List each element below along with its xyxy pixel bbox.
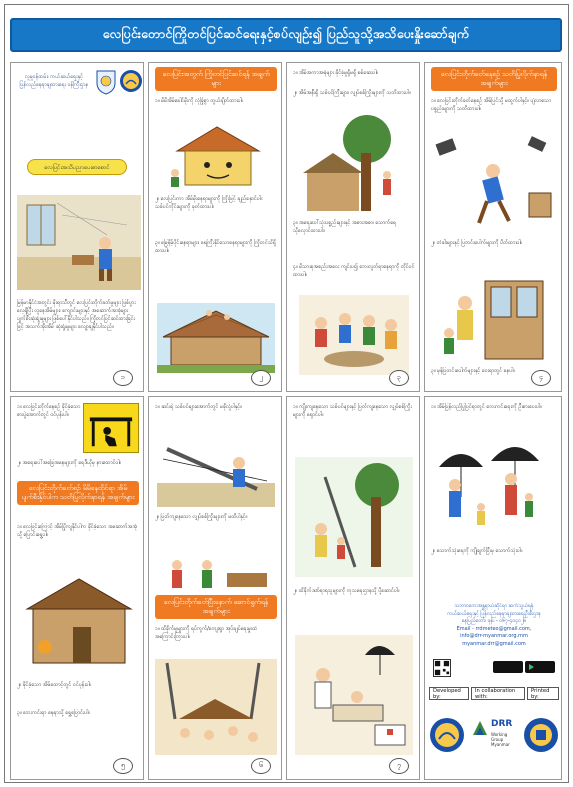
panel-8-item-2: ၂။ သောက်သုံးရေကို ကျိုချက်ပြီးမှ သောက်သုံးပါ။ [431, 548, 523, 554]
panel-2-header: လေပြင်းအတွက် ကြိုတင်ပြင်ဆင်ရန် အချက်များ [155, 67, 277, 91]
intro-tag: လေပြင်းအသိပညာပေးစာစောင် [27, 159, 127, 175]
flying-debris-illustration [431, 133, 557, 233]
panel-7-item-2: ၂။ ထိခိုက်ဒဏ်ရာရသူများကို ကုသရေးဌာနသို့ ပို့ဆောင်ပါ။ [293, 588, 400, 594]
panel-number-3: ၃ [389, 370, 409, 386]
panel-4-item-3: ၃။ မှန်ပြတင်းပေါက်များနှင့် ဝေးရာတွင် နေပါ။ [431, 368, 515, 374]
panel-preparation [148, 62, 282, 392]
panel-contact [424, 396, 562, 780]
medical-care-illustration [295, 635, 413, 755]
panel-3-item-4: ၄။ မိသားစုအစည်းအဝေး ကျင်းပ၍ ဘေးလွတ်ရာနေရာကို တိုင်ပင်ထားပါ။ [293, 264, 415, 279]
roof-repair-illustration [157, 303, 275, 373]
aid-workers-illustration [157, 553, 275, 593]
printer-logo-icon [523, 715, 559, 755]
panel-3-item-2: ၂။ အိမ်အနီးရှိ သစ်ပင်ကြီးများ၊ လျှပ်စစ်ကြိုးများကို သတိထားပါ။ [293, 90, 411, 96]
panel-7-item-1: ၁။ ကျိုးကျနေသော သစ်ပင်များနှင့် ပြတ်ကျနေသော လျှပ်စစ်ကြိုးများကို ရှောင်ပါ။ [293, 404, 412, 419]
drr-logo [471, 715, 517, 755]
panel-house-check [286, 62, 420, 392]
drr-sublabel: Working Group Myanmar [491, 732, 510, 747]
panel-5-item-5: ၃။ ဘေးကင်းရာ နေရာသို့ ရွှေ့ပြောင်းပါ။ [17, 710, 90, 716]
contact-block [429, 603, 559, 661]
panel-number-6: ၆ [251, 758, 271, 774]
panel-8-item-1: ၁။ အိမ်ပြန်လည်ပြုပြင်ရာတွင် ဘေးကင်းရေးကို ဦးစားပေးပါ။ [431, 404, 542, 410]
contact-email-1: Email - rrdmeteo@gmail.com, [456, 625, 532, 632]
ministry-logo-icon [429, 715, 465, 755]
panel-3-item-1: ၁။ အိမ်အကာအရံများ ခိုင်ခံ့မှုရှိမရှိ စစ်ဆေးပါ။ [293, 70, 378, 76]
app-store-badge-icon [493, 661, 523, 673]
drr-logo-icon [471, 719, 489, 737]
panel-5-item-3: ၁။ လေပြင်းကြောင့် အိမ်ပြိုကျနိုင်ပါက ခိုင်ခံ့သော အဆောက်အအုံသို့ ပြောင်းရွှေ့ပါ။ [17, 524, 138, 539]
intro-body: မြန်မာနိုင်ငံအတွင်း မိုးရာသီတွင် လေပြင်းတိုက်ခတ်မှုများ ဖြစ်ပွားလေ့ရှိပြီး လူနေအိမ်များ၊ ကျောင်းများနှင့် အဆောက်အအုံများ ပျက်စီးဆုံးရှုံးမှုများ ဖြစ်ပေါ်နိုင်ပါသည်။ ကြိုတင်ပြင်ဆင်ထားခြင်းဖြင့် အသက်အိုးအိမ် ဆုံးရှုံးမှုများ လျော့ချနိုင်ပါသည်။ [17, 300, 136, 331]
panel-6-item-1: ၁။ ဆင်းရဲ သစ်ပင်များအောက်တွင် မခိုလှုံပါနှင့်။ [155, 404, 242, 410]
qr-code-icon [433, 659, 451, 677]
panel-2-item-3: ၃။ မြေနိမ့်ပိုင်းနေရာများ၊ ရေကြီးနိုင်သောနေရာများကို ကြိုတင်သိရှိထားပါ။ [155, 240, 276, 255]
developed-by-label: Developed by: [429, 687, 469, 700]
panel-6-header: လေပြင်းတိုက်ခတ်ပြီးနောက် ဆောင်ရွက်ရန် အချက်များ [155, 595, 277, 619]
panel-number-1: ၁ [113, 370, 133, 386]
panel-4-item-2: ၂။ တံခါးများနှင့် ပြတင်းပေါက်များကို ပိတ်ထားပါ။ [431, 240, 523, 246]
contact-line-2: နေပြည်တော်၊ ဖုန်း - ၀၆၇-၄၀၄၀၂၆ [461, 618, 527, 624]
panel-during-storm [424, 62, 562, 392]
panel-4-header: လေပြင်းတိုက်ခတ်နေစဉ် သတိပြုလိုက်နာရန် အချက်များ [431, 67, 557, 91]
umbrella-family-illustration [431, 427, 557, 541]
panel-number-5: ၅ [113, 758, 133, 774]
panel-5-item-1: ၁။ လေပြင်းတိုက်နေစဉ် ခိုင်ခံ့သော စားပွဲအောက်တွင် ဝင်ပုန်းပါ။ [17, 404, 81, 419]
ministry-line-1: လူမှုဝန်ထမ်း၊ ကယ်ဆယ်ရေးနှင့် [24, 74, 84, 80]
panel-recovery [286, 396, 420, 780]
house-mascot-illustration [167, 121, 269, 189]
panel-number-2: ၂ [251, 370, 271, 386]
google-play-badge-icon [525, 661, 555, 673]
printed-by-label: Printed by: [527, 687, 559, 700]
contact-title: သဘာဝဘေးအန္တရာယ်ဆိုင်ရာ ဆက်သွယ်ရန် [454, 603, 534, 609]
relief-logo-icon [119, 69, 143, 93]
contact-email-2: info@drr-myanmar.org.mm [460, 633, 528, 639]
panel-6-item-3: ၁။ ထိခိုက်မှုများကို ရပ်ကွက်/ကျေးရွာ အုပ်ချုပ်ရေးမှူးထံ အကြောင်းကြားပါ။ [155, 626, 258, 641]
storm-room-illustration [17, 195, 141, 290]
fallen-pole-illustration [157, 429, 275, 507]
panel-4-item-1: ၁။ လေပြင်းတိုက်ခတ်နေစဉ် အိမ်ပြင်သို့ မထွက်ပါနှင့်။ ပျံလာသောပစ္စည်းများကို သတိထားပါ။ [431, 98, 552, 113]
ministry-seal-icon [95, 69, 117, 95]
panel-number-7: ၇ [389, 758, 409, 774]
panel-shelter [10, 396, 144, 780]
contact-line-1: ကယ်ဆယ်ရေးနှင့် ပြန်လည်နေရာချထားရေးဦးစီးဌာန [447, 610, 541, 617]
closing-window-illustration [441, 277, 547, 363]
panel-after-storm [148, 396, 282, 780]
panel-2-item-2: ၂။ လေပြင်းကာ အိမ်မိုးနေရာများကို ကြိုးဖြင့် ချည်နှောင်ပါ။ သစ်ပင်ကိုင်းများကို ခုတ်ထားပါ။ [155, 196, 263, 211]
family-meeting-illustration [299, 295, 409, 375]
rescue-crowd-illustration [155, 659, 277, 755]
panel-2-item-1: ၁။ မိမိအိမ်ခေါင်မိုးကို လုံခြုံစွာ တွယ်ချိတ်ထားပါ။ [155, 98, 244, 104]
damaged-house-illustration [21, 569, 137, 667]
ministry-name [15, 73, 93, 90]
ministry-line-2: ပြန်လည်နေရာချထားရေး ဝန်ကြီးဌာန [19, 82, 89, 89]
poster-title: လေပြင်းတောင်ကြိုတင်ပြင်ဆင်ရေးနှင့်စပ်လျဉ်း၍ ပြည်သူသို့အသိပေးနှိုးဆော်ချက် [10, 18, 562, 52]
drr-label: DRR [491, 719, 513, 729]
contact-email-3: myanmar.drr@gmail.com [462, 640, 526, 647]
collaboration-label: In collaboration with: [471, 687, 525, 700]
panel-5-item-2: ၂။ အရေးပေါ်အခြေအနေများကို ရေဒီယိုမှ နားထောင်ပါ။ [17, 460, 122, 466]
panel-number-4: ၄ [531, 370, 551, 386]
tree-cutting-illustration [297, 113, 411, 213]
broken-tree-illustration [295, 457, 413, 577]
take-cover-icon [83, 403, 139, 453]
panel-5-item-4: ၂။ ခိုင်ခံ့သော အိမ်ထောင့်တွင် ဝင်ပုန်းပါ။ [17, 682, 92, 688]
panel-5-header: လေပြင်းတိုက်ခတ်စဉ် မိမိနေထိုင်ရာ အိမ်ပျက်စီးနိုင်ပါက သတိပြုလိုက်နာရန် အချက်များ [17, 481, 139, 505]
panel-3-item-3: ၃။ အရေးပေါ်သုံးပစ္စည်းများနှင့် အစားအစာ၊ သောက်ရေ သိုလှောင်ထားပါ။ [293, 220, 397, 235]
panel-intro [10, 62, 144, 392]
panel-6-item-2: ၂။ ပြတ်ကျနေသော လျှပ်စစ်ကြိုးများကို မထိပါနှင့်။ [155, 514, 248, 520]
